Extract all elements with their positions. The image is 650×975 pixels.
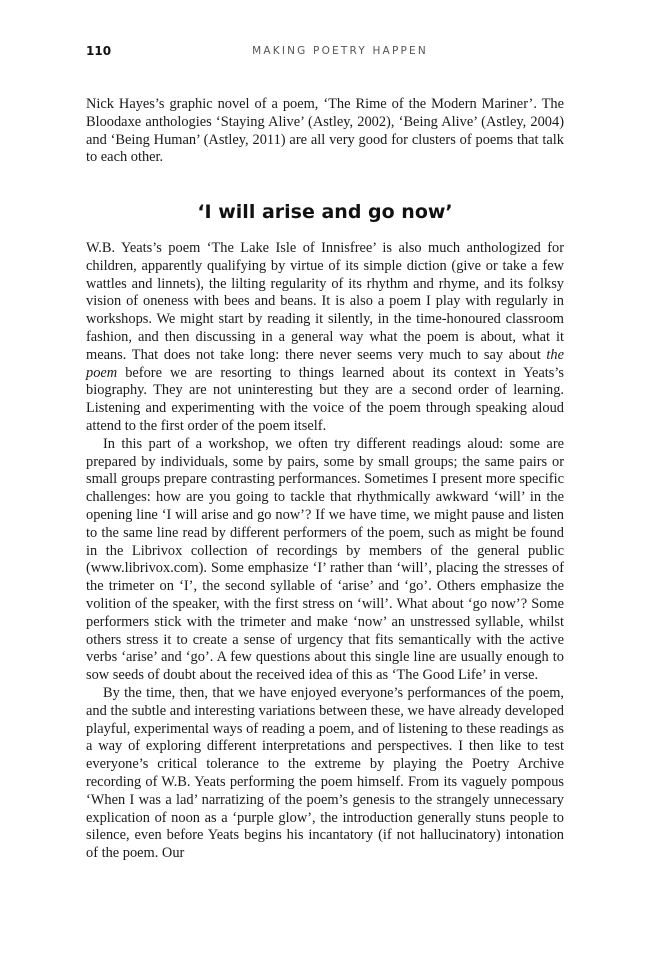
intro-paragraph: Nick Hayes’s graphic novel of a poem, ‘The Rime of the Modern Mariner’. The Bloodaxe anthologies ‘Staying Alive’ (Astley, 2002), ‘Being Alive’ (Astley, 2004) and ‘Being Human’ (Astley, 2011) are all very good for clusters of poems that talk to each other. bbox=[86, 96, 564, 166]
section-heading: ‘I will arise and go now’ bbox=[197, 201, 453, 223]
paragraph-1-part-a: W.B. Yeats’s poem ‘The Lake Isle of Innisfree’ is also much anthologized for children, apparently qualifying by virtue of its simple diction (give or take a few wattles and linnets), the lilting regularity of its rhythm and rhyme, and its folksy vision of oneness with bees and beans. It is also a poem I play with regularly in workshops. We might start by reading it silently, in the time-honoured classroom fashion, and then discussing in a general way what the poem is about, what it means. That does not take long: there never seems very much to say about bbox=[86, 240, 564, 363]
paragraph-2: In this part of a workshop, we often try different readings aloud: some are prepared by individuals, some by pairs, some by small groups; the same pairs or small groups prepare contrasting performances. Sometimes I present more specific challenges: how are you going to tackle that rhythmically awkward ‘will’ in the opening line ‘I will arise and go now’? If we have time, we might pause and listen to the same line read by different performers of the poem, such as might be found in the Librivox collection of recordings by members of the general public (www.librivox.com). Some emphasize ‘I’ rather than ‘will’, placing the stresses of the trimeter on ‘I’, the second syllable of ‘arise’ and ‘go’. Others emphasize the volition of the speaker, with the first stress on ‘will’. What about ‘go now’? Some performers stick with the trimeter and make ‘now’ an unstressed syllable, whilst others stress it to create a sense of urgency that fits semantically with the active verbs ‘arise’ and ‘go’. A few questions about this single line are usually enough to sow seeds of doubt about the received idea of this as ‘The Good Life’ in verse. bbox=[86, 435, 564, 684]
running-head bbox=[86, 44, 564, 64]
paragraph-1 bbox=[86, 240, 564, 436]
paragraph-1-part-b: before we are resorting to things learned about its context in Yeats’s biography. They are not uninteresting but they are a second order of learning. Listening and experimenting with the voice of the poem through speaking aloud attend to the first order of the poem itself. bbox=[86, 364, 564, 434]
section-body bbox=[86, 240, 564, 863]
running-title: MAKING POETRY HAPPEN bbox=[252, 45, 428, 57]
intro-text bbox=[86, 96, 564, 167]
page-number: 110 bbox=[86, 44, 112, 58]
paragraph-1-emphasis: the poem bbox=[86, 346, 564, 381]
paragraph-3: By the time, then, that we have enjoyed everyone’s performances of the poem, and the subtle and interesting variations between these, we have already developed playful, experimental ways of reading a poem, and of listening to these readings as a way of exploring different interpretations and perspectives. I then like to test everyone’s critical tolerance to the extreme by playing the Poetry Archive recording of W.B. Yeats performing the poem himself. From its vaguely pompous ‘When I was a lad’ narratizing of the poem’s genesis to the strangely unnecessary explication of noon as a ‘purple glow’, the introduction generally stuns people to silence, even before Yeats begins his incantatory (if not hallucinatory) intonation of the poem. Our bbox=[86, 684, 564, 862]
